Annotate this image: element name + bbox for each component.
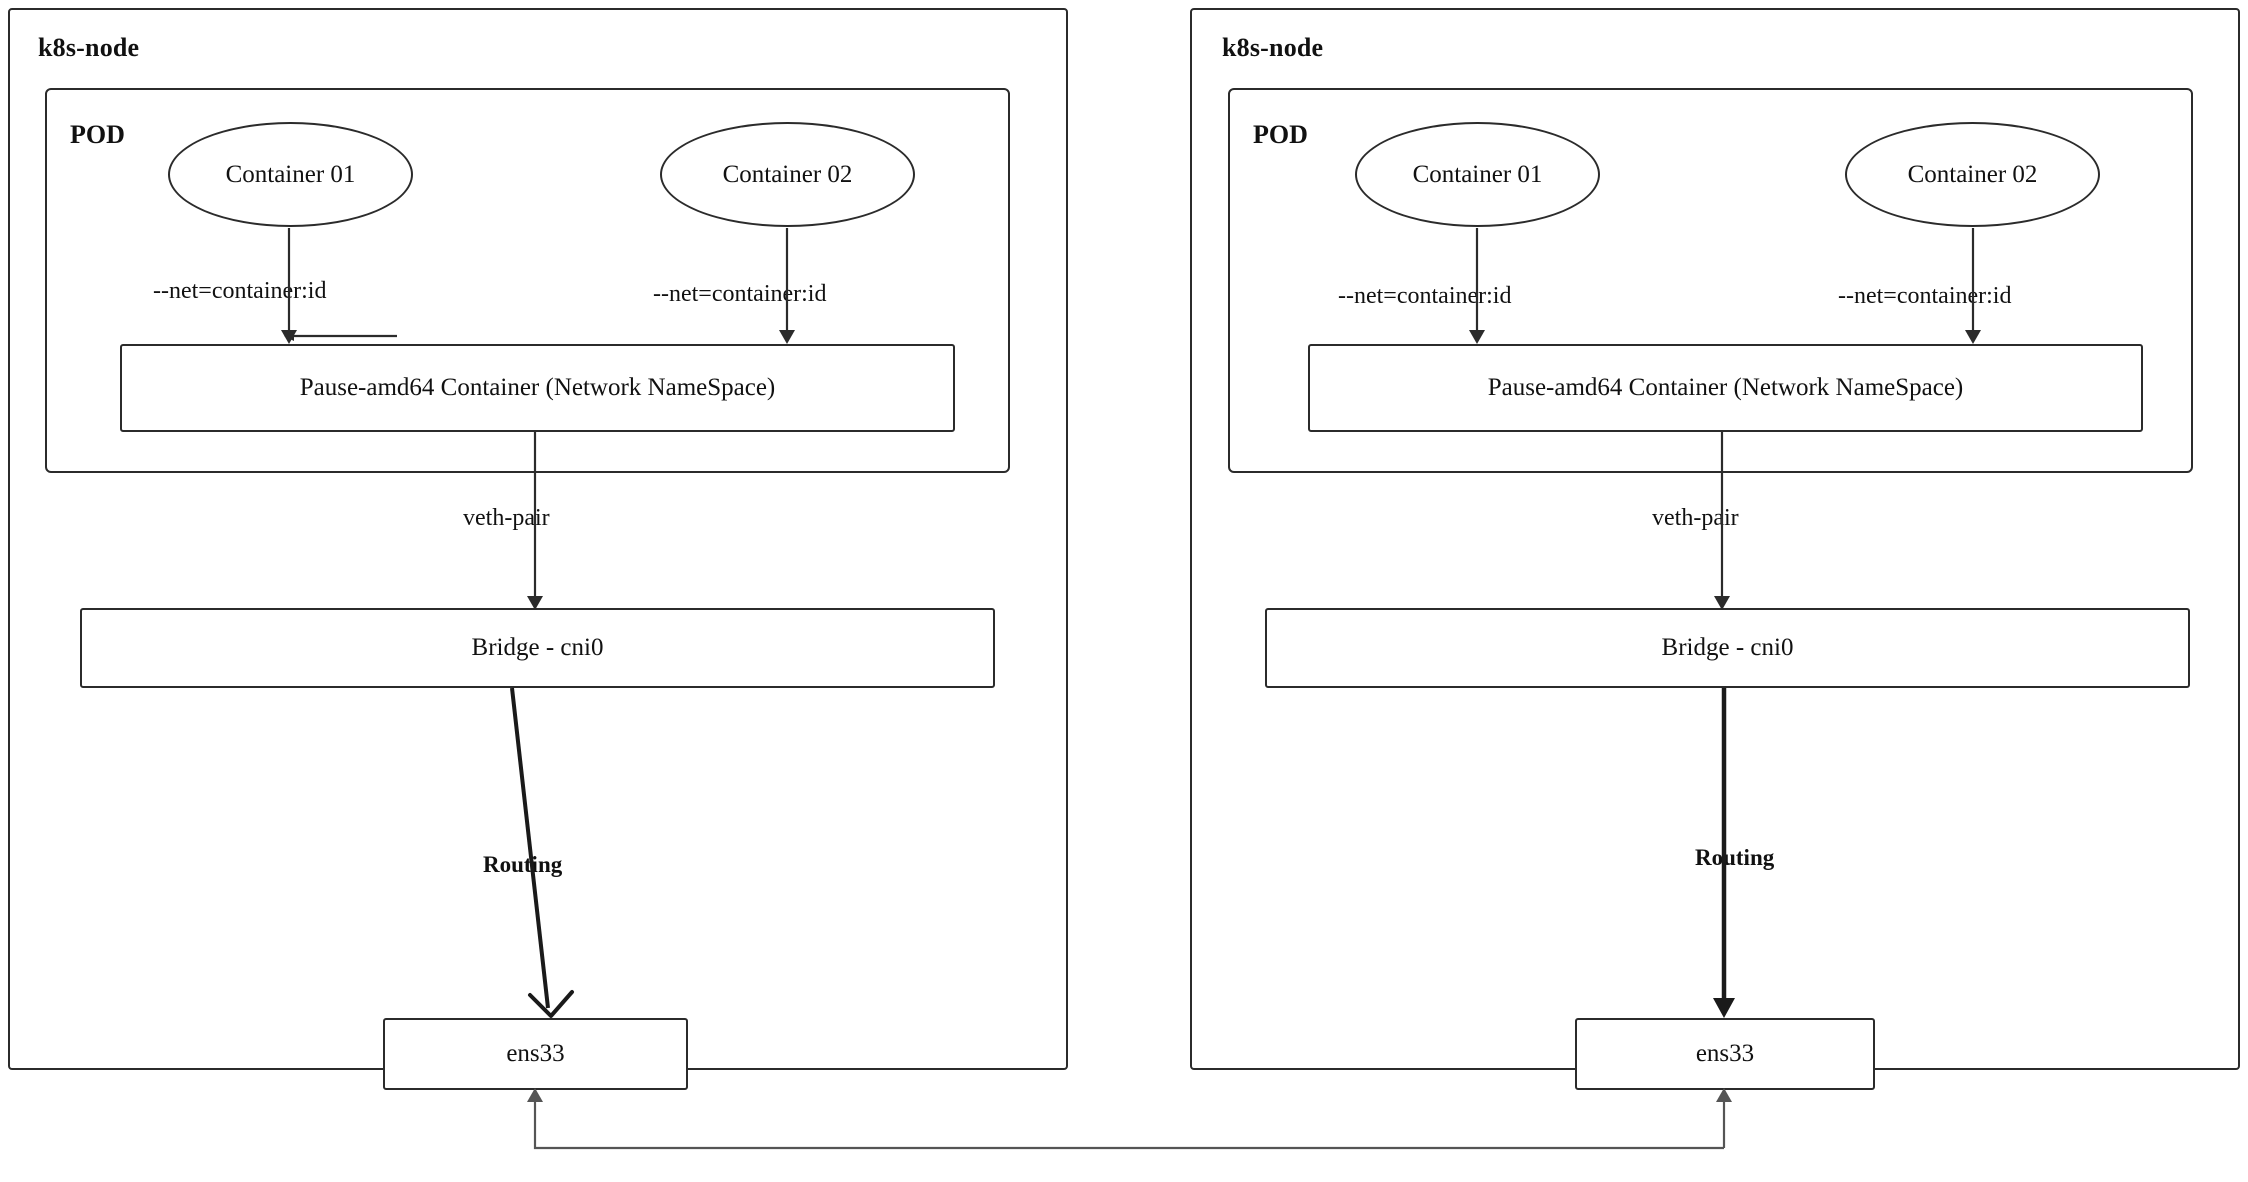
pod-label-left: POD [70,120,125,149]
pause-container-left[interactable]: Pause-amd64 Container (Network NameSpace) [120,344,955,432]
net-label-container-01-right: --net=container:id [1338,283,1512,309]
veth-pair-label-left: veth-pair [463,505,550,531]
net-label-container-02-left: --net=container:id [653,281,827,307]
veth-pair-label-right: veth-pair [1652,505,1739,531]
net-label-container-02-right: --net=container:id [1838,283,2012,309]
container-02-right[interactable]: Container 02 [1845,122,2100,227]
bridge-cni0-left[interactable]: Bridge - cni0 [80,608,995,688]
container-01-right[interactable]: Container 01 [1355,122,1600,227]
ens33-right[interactable]: ens33 [1575,1018,1875,1090]
container-02-left[interactable]: Container 02 [660,122,915,227]
net-label-container-01-left: --net=container:id [153,278,327,304]
container-01-left[interactable]: Container 01 [168,122,413,227]
routing-label-left: Routing [483,852,563,877]
pause-container-right[interactable]: Pause-amd64 Container (Network NameSpace) [1308,344,2143,432]
node-label-left: k8s-node [38,33,140,62]
pod-label-right: POD [1253,120,1308,149]
routing-label-right: Routing [1695,845,1775,870]
bridge-cni0-right[interactable]: Bridge - cni0 [1265,608,2190,688]
node-label-right: k8s-node [1222,33,1324,62]
ens33-left[interactable]: ens33 [383,1018,688,1090]
